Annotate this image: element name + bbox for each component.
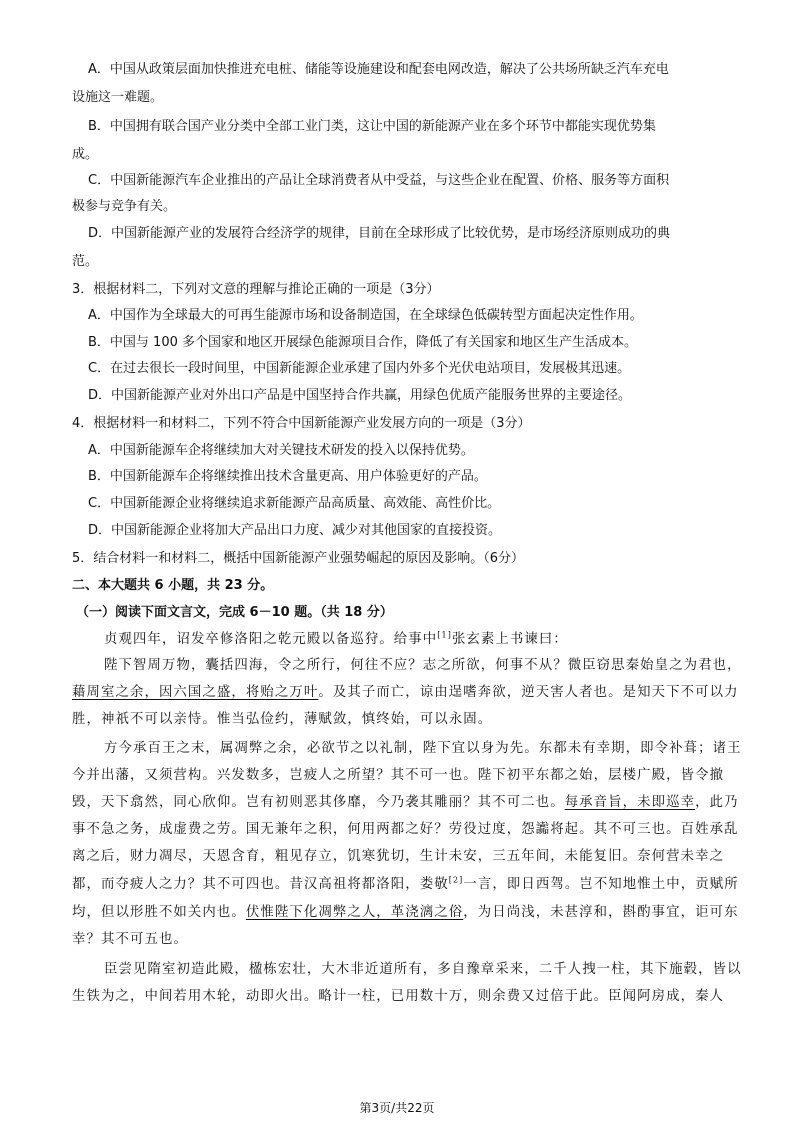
q4-option-b: B．中国新能源车企将继续推出技术含量更高、用户体验更好的产品。 (88, 469, 487, 484)
footnote-marker: [1] (437, 630, 452, 640)
passage-line-6: 今并出藩，又须营构。兴发数多，岂疲人之所望？其不可一也。陛下初平东都之始，层楼广殿，皆令撤 (72, 768, 725, 783)
section-2-heading: 二、本大题共 6 小题，共 23 分。 (72, 578, 274, 593)
passage-line-2: 陛下智周万物，囊括四海，令之所行，何往不应？志之所欲，何事不从？微臣窃思秦始皇之为君也， (104, 658, 742, 673)
passage-line-14: 生铁为之，中间若用木轮，动即火出。略计一柱，已用数十万，则余费又过倍于此。臣闻阿房成，秦人 (72, 989, 725, 1004)
passage-text: 一言，即日西驾。岂不知地惟土中，贡赋所 (463, 877, 739, 892)
q2-option-c-line1: C．中国新能源汽车企业推出的产品让全球消费者从中受益，与这些企业在配置、价格、服务等方面积 (88, 173, 670, 188)
q3-option-b: B．中国与 100 多个国家和地区开展绿色能源项目合作，降低了有关国家和地区生产生活成本。 (88, 335, 637, 350)
passage-line-3 (72, 683, 739, 703)
passage-text: ，为日尚浅，未甚淳和，斟酌事宜，讵可东 (463, 905, 739, 920)
passage-text: 均，但以形胜不如关内也。 (72, 905, 246, 920)
passage-text: 贞观四年，诏发卒修洛阳之乾元殿以备巡狩。给事中 (104, 632, 438, 647)
q2-option-a-line2: 设施这一难题。 (72, 90, 164, 105)
underlined-sentence: 伏惟陛下化凋弊之人，革浇漓之俗 (245, 905, 464, 920)
underlined-sentence: 藉周室之余，因六国之盛，将贻之万叶 (72, 685, 319, 700)
q3-option-a: A．中国作为全球最大的可再生能源市场和设备制造国，在全球绿色低碳转型方面起决定性作用。 (88, 308, 643, 323)
q3-stem: 3．根据材料二，下列对文意的理解与推论正确的一项是（3分） (72, 282, 440, 297)
passage-line-7 (72, 793, 739, 813)
passage-text: 张玄素上书谏曰： (451, 632, 568, 647)
q2-option-b-line1: B．中国拥有联合国产业分类中全部工业门类，这让中国的新能源产业在多个环节中都能实现优势集 (88, 119, 656, 134)
question-5: 5．结合材料一和材料二，概括中国新能源产业强势崛起的原因及影响。（6分） (72, 551, 525, 566)
page-number-footer: 第3页/共22页 (359, 1101, 435, 1115)
q2-option-d-line2: 范。 (72, 254, 99, 269)
q3-option-d: D．中国新能源产业对外出口产品是中国坚持合作共赢，用绿色优质产能服务世界的主要途径。 (88, 388, 632, 403)
q2-option-b-line2: 成。 (72, 147, 99, 162)
q2-option-d-line1: D．中国新能源产业的发展符合经济学的规律，目前在全球形成了比较优势，是市场经济原则成功的典 (88, 226, 671, 241)
passage-line-10 (72, 875, 739, 895)
passage-line-8: 事不急之务，成虚费之劳。国无兼年之积，何用两都之好？劳役过度，怨讟将起。其不可三也。百姓承乱 (72, 822, 739, 837)
passage-line-12: 幸？其不可五也。 (72, 932, 188, 947)
passage-line-11 (72, 903, 739, 923)
passage-line-5: 方今承百王之末，属凋弊之余，必欲节之以礼制，陛下宜以身为先。东都未有幸期，即令补葺；诸王 (104, 741, 742, 756)
q4-option-d: D．中国新能源企业将加大产品出口力度、减少对其他国家的直接投资。 (88, 523, 502, 538)
passage-line-9: 离之后，财力凋尽，天恩含育，粗见存立，饥寒犹切，生计未安，三五年间，未能复旧。奈何营未幸之 (72, 849, 725, 864)
q2-option-a-line1: A．中国从政策层面加快推进充电桩、储能等设施建设和配套电网改造，解决了公共场所缺乏汽车充电 (88, 62, 669, 77)
passage-line-1 (104, 630, 568, 650)
footnote-marker: [2] (448, 875, 464, 885)
passage-text: ，此乃 (695, 795, 739, 810)
q4-stem: 4．根据材料一和材料二，下列不符合中国新能源产业发展方向的一项是（3分） (72, 416, 531, 431)
passage-text: 毁，天下翕然，同心欣仰。岂有初则恶其侈靡，今乃袭其雕丽？其不可二也。 (72, 795, 565, 810)
underlined-sentence: 每承音旨，未即巡幸 (564, 795, 696, 810)
q4-option-c: C．中国新能源企业将继续追求新能源产品高质量、高效能、高性价比。 (88, 496, 501, 511)
section-2-subheading: （一）阅读下面文言文，完成 6－10 题。（共 18 分） (76, 605, 393, 620)
passage-text: 都，而夺疲人之力？其不可四也。昔汉高祖将都洛阳，娄敬 (72, 877, 449, 892)
q2-option-c-line2: 极参与竞争有关。 (72, 199, 177, 214)
passage-line-4: 胜，神祇不可以亲恃。惟当弘俭约，薄赋敛，慎终始，可以永固。 (72, 712, 493, 727)
q3-option-c: C．在过去很长一段时间里，中国新能源企业承建了国内外多个光伏电站项目，发展极其迅速。 (88, 361, 631, 376)
q4-option-a: A．中国新能源车企将继续加大对关键技术研发的投入以保持优势。 (88, 443, 474, 458)
passage-text: 。及其子而亡，谅由逞嗜奔欲，逆天害人者也。是知天下不可以力 (318, 685, 739, 700)
passage-line-13: 臣尝见隋室初造此殿，楹栋宏壮，大木非近道所有，多自豫章采来，二千人拽一柱，其下施毂，皆以 (104, 962, 742, 977)
